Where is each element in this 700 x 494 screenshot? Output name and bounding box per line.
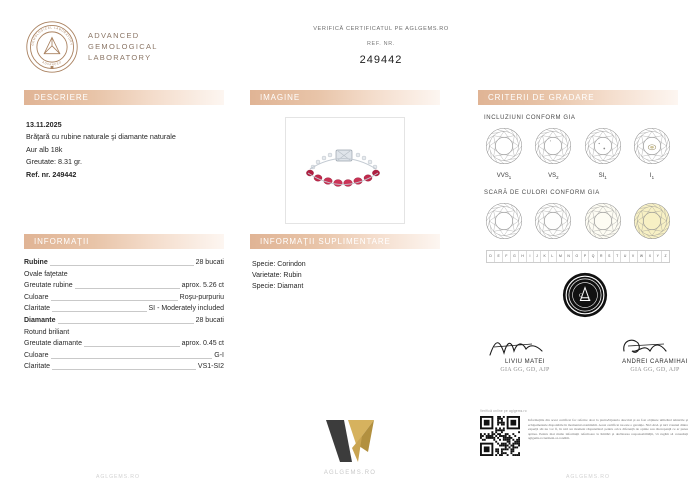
informatii-row-value: G-I (214, 351, 224, 359)
suplimentare-section (250, 234, 440, 292)
inclusion-grade-label: $I_1$ (649, 173, 655, 181)
descriere-ref: Ref. nr. 249442 (26, 169, 77, 179)
informatii-row-label: Claritate (24, 305, 51, 313)
watermark-left: AGLGEMS.RO (96, 474, 140, 480)
ref-number-value: 249442 (359, 54, 403, 66)
suplimentare-line-1: Specie: Corindon (252, 261, 306, 268)
informatii-row-label: Culoare (24, 351, 49, 359)
color-scale-cell: O (573, 251, 581, 262)
inclusion-grade-label: $VVS_1$ (496, 173, 512, 181)
color-grade-cell (533, 202, 573, 245)
color-scale-cell: S (606, 251, 614, 262)
qr-code-icon[interactable] (480, 416, 520, 456)
color-scale-cell: D (487, 251, 495, 262)
descriere-item-description: Brăţară cu rubine naturale şi diamante naturale (26, 132, 176, 142)
color-scale-cell: Z (664, 254, 667, 259)
svg-text:ADVANCED: ADVANCED (41, 60, 63, 67)
signatory-name-right: ANDREI CARAMIHAI (622, 359, 688, 365)
signatory-credentials-right: GIA GG, GD, AJP (630, 367, 680, 373)
gradare-section (478, 90, 678, 263)
color-scale-cell: M (557, 251, 565, 262)
informatii-row-label: Rotund briliant (24, 328, 70, 336)
svg-text:GEMOLOGICAL LABORATORY: GEMOLOGICAL LABORATORY (30, 25, 74, 46)
color-scale-cell: X (646, 251, 654, 262)
informatii-row (24, 315, 224, 327)
color-scale-cell: U (621, 251, 629, 262)
descriere-section (24, 90, 224, 181)
certificate-header (0, 0, 700, 86)
color-diagram-row (478, 202, 678, 245)
informatii-row (24, 269, 224, 281)
descriere-header-bar (24, 90, 224, 105)
imagine-section (250, 90, 440, 224)
agl-v-logo-icon (322, 418, 378, 464)
color-scale-cell: Q (589, 251, 597, 262)
descriere-body (24, 105, 224, 181)
informatii-row (24, 280, 224, 292)
informatii-row-value: 28 bucati (195, 259, 224, 266)
signature-ink-right (600, 333, 700, 359)
informatii-row-leader (52, 368, 196, 370)
informatii-row-leader (84, 345, 180, 347)
informatii-row-leader (52, 310, 146, 312)
informatii-row-label: Greutate diamante (24, 340, 82, 348)
lab-name-line-1: ADVANCED (88, 31, 140, 40)
color-grade-cell (632, 202, 672, 245)
informatii-row (24, 257, 224, 269)
watermark-right: AGLGEMS.RO (566, 474, 610, 480)
color-grade-cell (583, 202, 623, 245)
color-scale-cell: J (534, 251, 541, 262)
gradare-header-bar (478, 90, 678, 105)
informatii-row-value: Roşu-purpuriu (179, 293, 224, 301)
informatii-row-leader (58, 322, 194, 324)
inclusion-diagram-row (478, 127, 678, 180)
signature-block-right (600, 332, 700, 373)
informatii-row-leader (75, 287, 180, 289)
logo-text: AGLGEMS.RO (323, 470, 377, 476)
suplimentare-header-bar (250, 234, 440, 249)
disclaimer-fineprint: Informaţiile din acest certificat fac referire doar la piatra/bijuteria descrisă şi au fost obţinute utilizând tehnicile şi echipamentele disponibile în momentul examinării. Acest certificat nu este o garanţie. Nici AGL şi nici vreunul dintre experţii săi nu vor fi, în nici un moment răspunzători pentru orice diferenţă de opinie sau discrepanţă ce ar putea apărea. Pentru mai multe informaţii referitoare la limitări şi declinarea responsabilităţii, vă rugăm să consultaţi aglgems.ro/termeni-si-conditii. (528, 418, 688, 441)
qr-code-label: Verifică online pe aglgems.ro (480, 409, 527, 413)
color-scale-cell: H (519, 251, 527, 262)
inclusions-title: INCLUZIUNI CONFORM GIA (484, 115, 576, 121)
informatii-row (24, 303, 224, 315)
color-scale-title: SCARĂ DE CULORI CONFORM GIA (484, 190, 600, 197)
verify-url-text: VERIFICĂ CERTIFICATUL PE AGLGEMS.RO (313, 26, 449, 32)
ref-number-label: REF. NR. (366, 41, 396, 47)
informatii-row-leader (51, 299, 178, 301)
informatii-row-label: Claritate (24, 363, 51, 371)
color-scale-cell: R (598, 251, 606, 262)
signatory-credentials-left: GIA GG, GD, AJP (500, 367, 550, 373)
imagine-title: IMAGINE (260, 93, 301, 102)
color-scale-cell: N (565, 251, 573, 262)
imagine-header-bar (250, 90, 440, 105)
informatii-row-label: Ovale faţetate (24, 270, 68, 278)
lab-name-line-3: LABORATORY (88, 53, 152, 62)
agl-round-stamp-icon (562, 272, 608, 318)
color-scale-cell: Y (654, 251, 662, 262)
informatii-row-value: SI - Moderately included (148, 305, 224, 313)
informatii-row (24, 327, 224, 339)
color-scale-cell: W (638, 251, 647, 262)
informatii-title: INFORMAŢII (34, 237, 90, 246)
color-scale-cell: V (630, 251, 638, 262)
inclusion-grade-cell (533, 127, 573, 180)
color-scale-cell: K (541, 251, 549, 262)
gradare-title: CRITERII DE GRADARE (488, 93, 595, 102)
suplimentare-title: INFORMAŢII SUPLIMENTARE (260, 237, 391, 246)
informatii-row (24, 350, 224, 362)
svg-text:G: G (579, 292, 583, 299)
informatii-row-label: Culoare (24, 293, 49, 301)
svg-text:L: L (587, 296, 591, 303)
lab-name-line-2: GEMOLOGICAL (88, 42, 158, 51)
descriere-date: 13.11.2025 (26, 120, 62, 129)
descriere-title: DESCRIERE (34, 93, 89, 102)
color-scale-cell: G (511, 251, 519, 262)
informatii-section (24, 234, 224, 373)
gemological-lab-seal-icon (24, 19, 80, 75)
informatii-row-label: Diamante (24, 316, 56, 324)
color-scale-cell: T (614, 251, 622, 262)
informatii-rows (24, 249, 224, 373)
descriere-metal: Aur alb 18k (26, 144, 63, 154)
informatii-row-label: Rubine (24, 259, 48, 266)
informatii-row (24, 338, 224, 350)
color-scale-cell: P (582, 251, 590, 262)
color-scale-cell: F (503, 251, 511, 262)
inclusion-grade-cell (484, 127, 524, 180)
informatii-row-label: Greutate rubine (24, 282, 73, 290)
signature-ink-left (470, 333, 580, 359)
color-scale-cell: I (527, 251, 534, 262)
inclusion-grade-label: $VS_2$ (548, 173, 559, 181)
lab-name (88, 30, 158, 63)
suplimentare-body (250, 249, 440, 292)
inclusion-grade-label: $SI_1$ (598, 173, 607, 181)
color-scale-cell: L (549, 251, 557, 262)
inclusion-grade-cell (583, 127, 623, 180)
suplimentare-line-2: Varietate: Rubin (252, 272, 302, 279)
bracelet-photo (285, 117, 405, 224)
informatii-row-value: aprox. 0.45 ct (181, 340, 224, 348)
suplimentare-line-3: Specie: Diamant (252, 283, 304, 290)
informatii-row-value: VS1-SI2 (197, 363, 224, 371)
informatii-header-bar (24, 234, 224, 249)
color-grade-cell (484, 202, 524, 245)
informatii-row-leader (50, 264, 194, 266)
inclusion-grade-cell (632, 127, 672, 180)
informatii-row (24, 361, 224, 373)
informatii-row-value: 28 bucati (195, 316, 224, 324)
informatii-row-leader (51, 357, 213, 359)
informatii-row (24, 292, 224, 304)
color-scale-strip (486, 250, 670, 263)
signatory-name-left: LIVIU MATEI (504, 359, 546, 365)
informatii-row-value: aprox. 5.26 ct (181, 282, 224, 290)
color-scale-cell: E (495, 251, 503, 262)
signature-block-left (470, 332, 580, 373)
descriere-weight: Greutate: 8.31 gr. (26, 157, 82, 167)
